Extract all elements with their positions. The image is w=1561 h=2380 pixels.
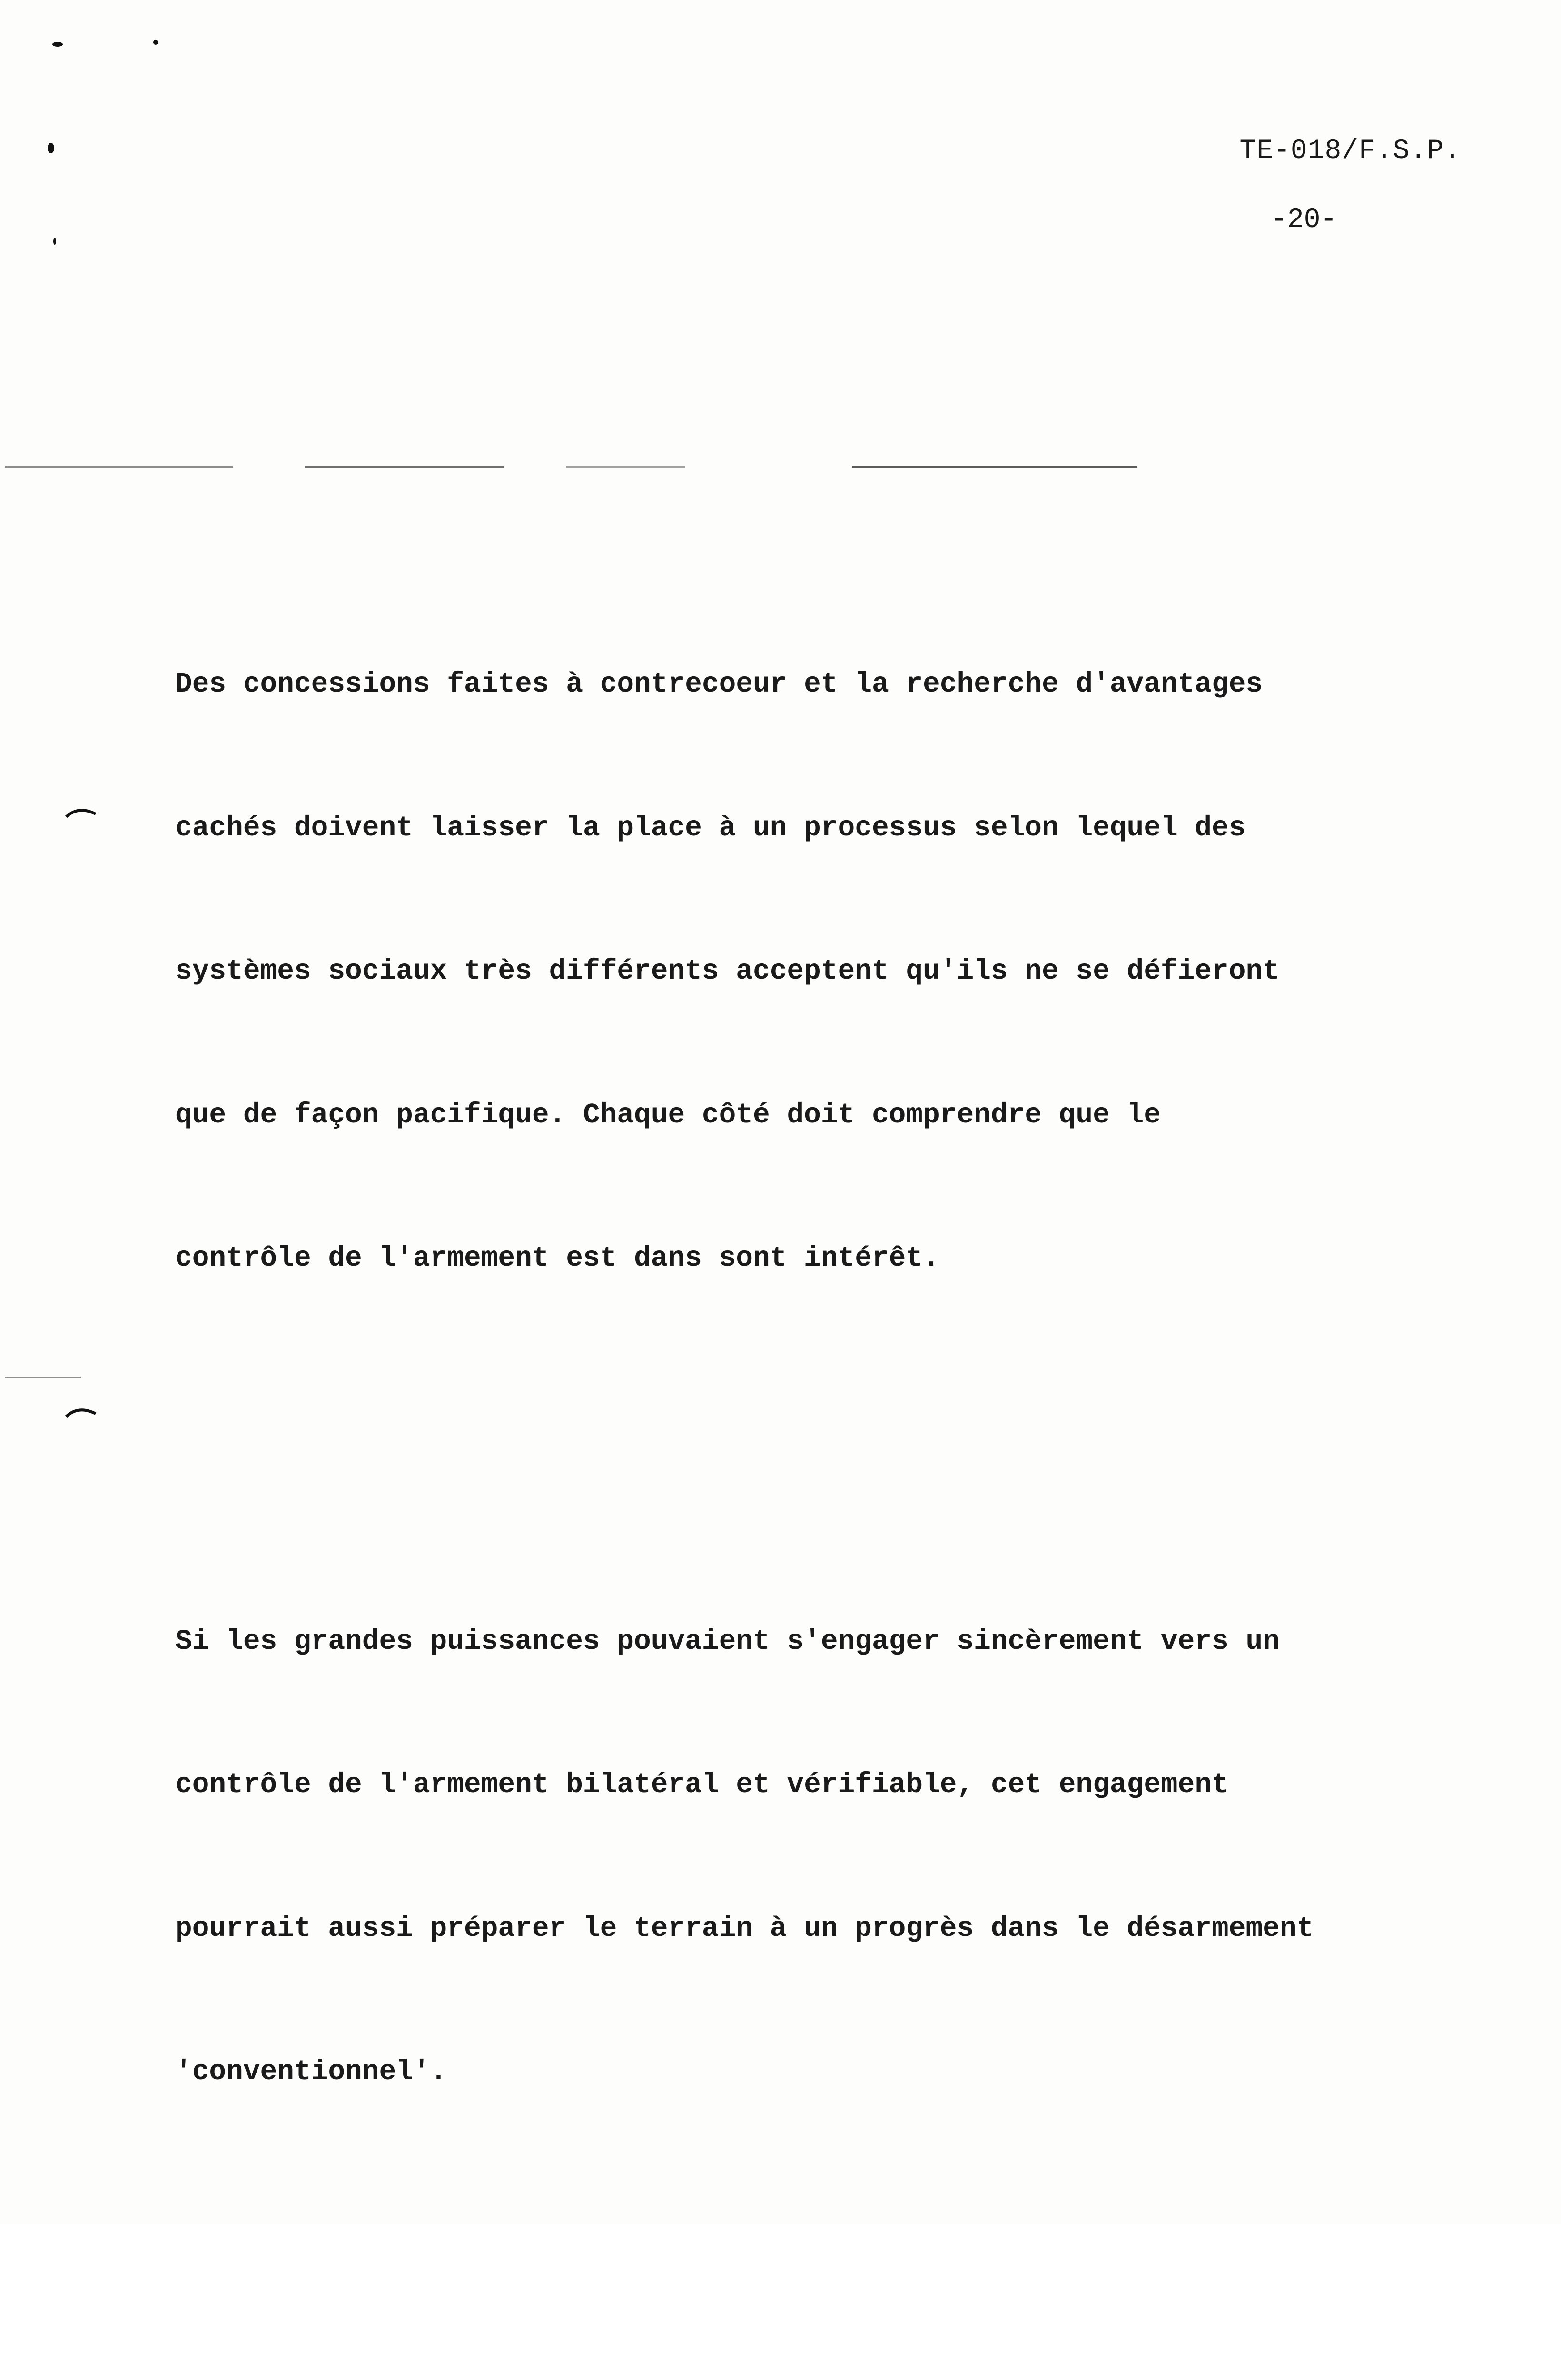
divider-line [852,466,1137,468]
scan-speck [53,238,56,245]
document-reference: TE-018/F.S.P. [1240,136,1461,167]
paragraph [175,1522,1460,2192]
text-line: contrôle de l'armement bilatéral et vérifiable, cet engagement [175,1761,1460,1809]
text-line: 'conventionnel'. [175,2048,1460,2096]
body-text [175,469,1460,2380]
text-line: contrôle de l'armement est dans sont intérêt. [175,1234,1460,1282]
scan-speck [153,40,158,45]
text-line: pourrait aussi préparer le terrain à un progrès dans le désarmement [175,1904,1460,1953]
margin-arc-mark [64,804,98,819]
divider-line [566,466,685,468]
text-line: Si les grandes puissances pouvaient s'engager sincèrement vers un [175,1617,1460,1666]
divider-line [305,466,504,468]
margin-mark-line [5,1377,81,1378]
paragraph [175,2347,1460,2380]
text-line: que de façon pacifique. Chaque côté doit comprendre que le [175,1091,1460,1139]
scan-speck [52,42,63,47]
page-number: -20- [1271,205,1337,236]
text-line: systèmes sociaux très différents acceptent qu'ils ne se défieront [175,947,1460,995]
text-line: Des concessions faites à contrecoeur et la recherche d'avantages [175,660,1460,708]
paragraph [175,565,1460,1378]
text-line: cachés doivent laisser la place à un processus selon lequel des [175,804,1460,852]
scan-speck [48,143,54,153]
divider-line [5,466,233,468]
margin-arc-mark [64,1404,98,1418]
